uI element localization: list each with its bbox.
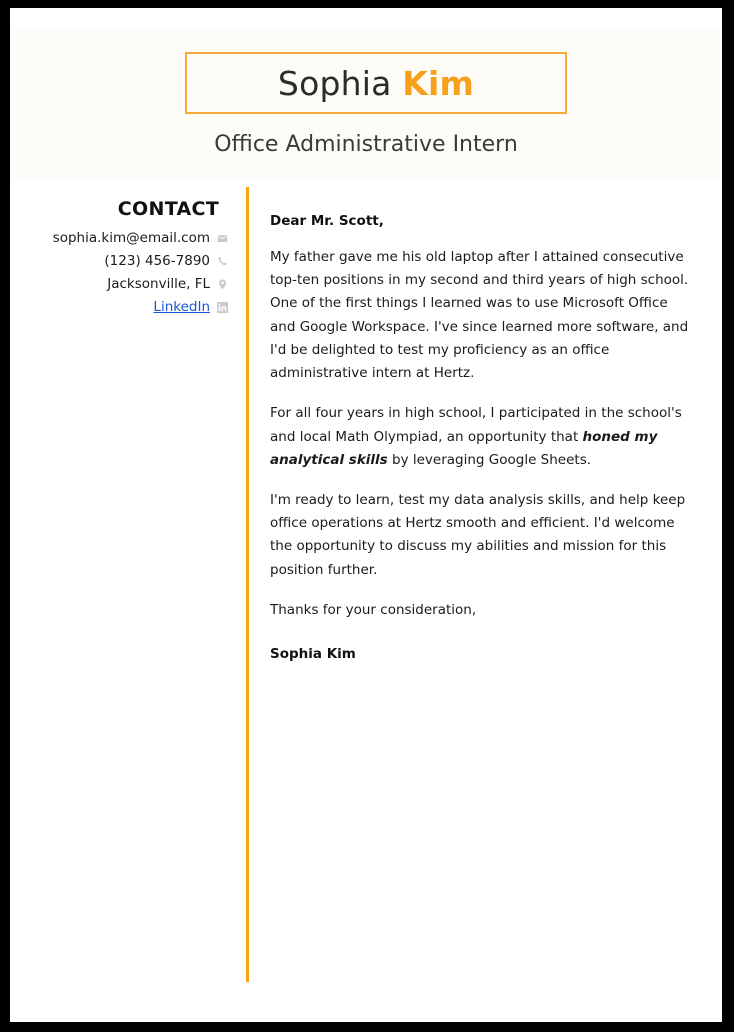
- envelope-icon: [217, 233, 228, 244]
- phone-icon: [217, 256, 228, 267]
- paragraph-2: [270, 402, 690, 472]
- contact-item-phone: [34, 251, 228, 271]
- job-title: Office Administrative Intern: [214, 132, 518, 157]
- vertical-divider: [246, 187, 249, 982]
- location-pin-icon: [217, 279, 228, 290]
- salutation: Dear Mr. Scott,: [270, 213, 384, 229]
- paragraph-1: My father gave me his old laptop after I attained consecutive top-ten positions in my second and third years of high school. One of the first things I learned was to use Microsoft Office and Google Workspace. I've since learned more software, and I'd be delighted to test my proficiency as an office administrative intern at Hertz.: [270, 249, 689, 382]
- contact-sidebar: [34, 198, 228, 320]
- signature-name: Sophia Kim: [270, 646, 356, 663]
- contact-phone-text: (123) 456-7890: [104, 253, 210, 269]
- contact-item-email: [34, 228, 228, 248]
- contact-item-linkedin[interactable]: [34, 297, 228, 317]
- document-page: [10, 8, 722, 1022]
- name-box: [185, 52, 567, 114]
- last-name: Kim: [402, 63, 475, 103]
- full-name: [278, 64, 474, 103]
- contact-item-location: [34, 274, 228, 294]
- contact-email-text: sophia.kim@email.com: [52, 230, 210, 246]
- contact-location-text: Jacksonville, FL: [107, 276, 210, 292]
- first-name: Sophia: [277, 63, 403, 103]
- paragraph-2-tail: by leveraging Google Sheets.: [387, 451, 592, 468]
- paragraph-2-emphasis: honed my analytical skills: [270, 428, 658, 468]
- paragraph-2-lead: For all four years in high school, I participated in the school's and local Math Olympiad, an opportunity that: [270, 405, 682, 445]
- letter-body: [270, 213, 690, 662]
- linkedin-icon[interactable]: [217, 302, 228, 313]
- closing-line: Thanks for your consideration,: [270, 601, 477, 618]
- paragraph-3: I'm ready to learn, test my data analysis skills, and help keep office operations at Hertz smooth and efficient. I'd welcome the opportunity to discuss my abilities and mission for this position further.: [270, 491, 686, 578]
- contact-linkedin-link[interactable]: LinkedIn: [153, 299, 210, 315]
- contact-heading: CONTACT: [117, 198, 219, 220]
